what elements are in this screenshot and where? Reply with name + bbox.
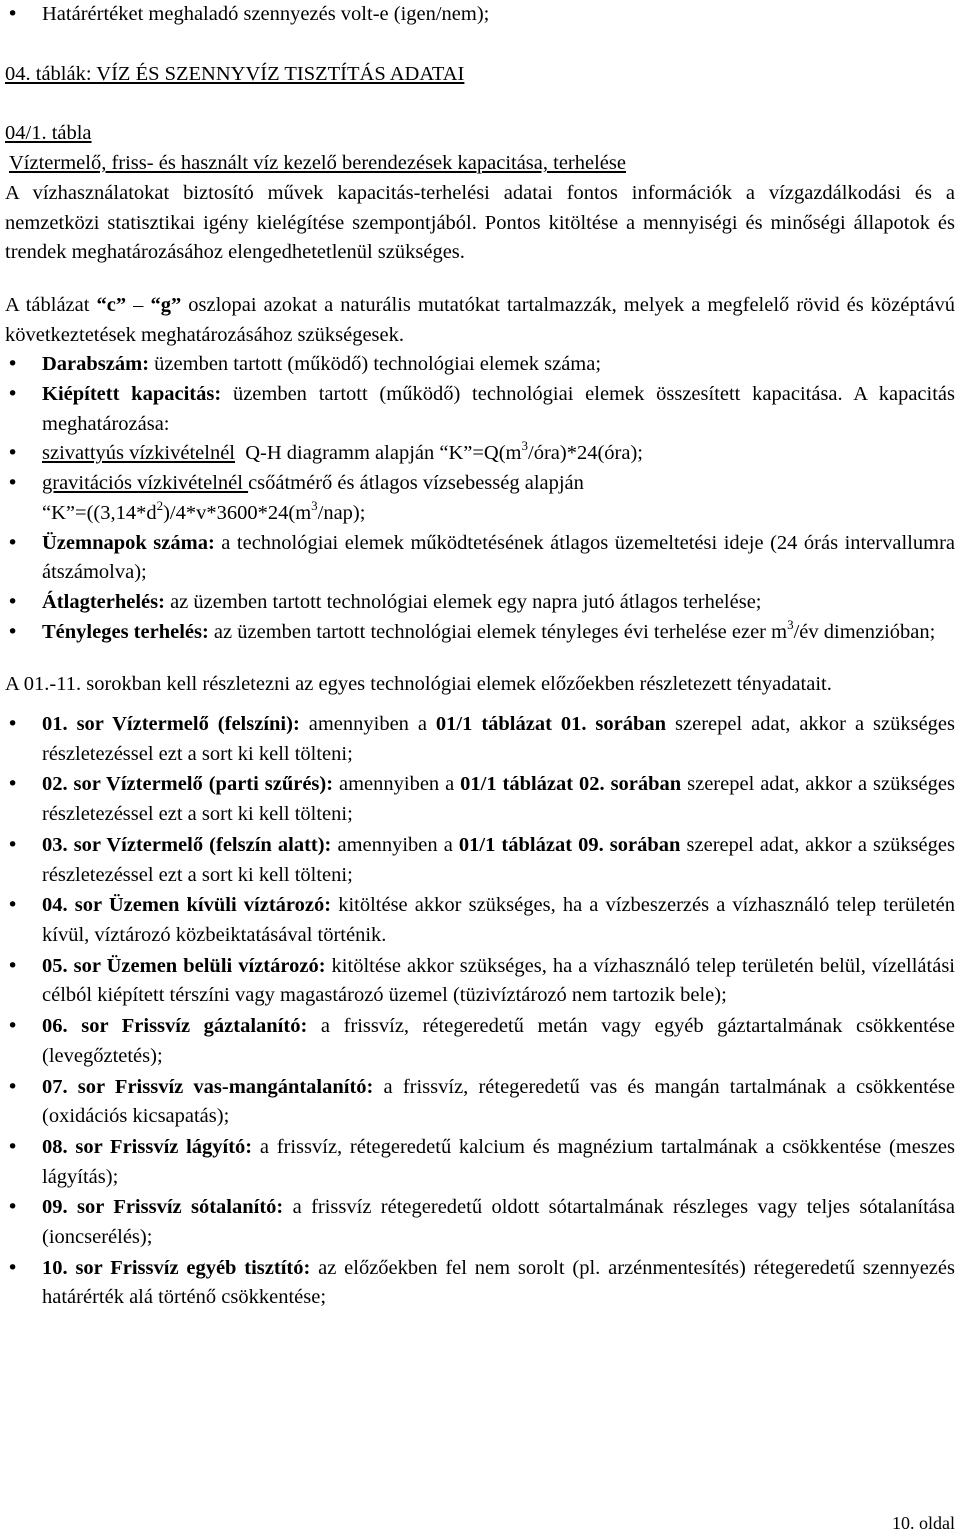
row-item	[5, 831, 955, 890]
formula-text: csőátmérő és átlagos vízsebesség alapján	[248, 472, 584, 495]
row-text: amennyiben a	[333, 773, 461, 796]
page-number: 10. oldal	[892, 1513, 955, 1533]
definition-text: az üzemben tartott technológiai elemek tényleges évi terhelése ezer m	[208, 620, 788, 643]
formula-text: )/4*v*3600*24(m	[163, 501, 312, 524]
definition-item	[5, 380, 955, 439]
formula-superscript: 3	[311, 497, 318, 513]
row-item	[5, 710, 955, 769]
row-title: 10. sor Frissvíz egyéb tisztító:	[42, 1256, 311, 1279]
row-title: 05. sor Üzemen belüli víztározó:	[42, 954, 326, 977]
definition-text: /év dimenzióban;	[793, 620, 936, 643]
definition-item	[5, 588, 955, 618]
definition-term: Tényleges terhelés:	[42, 620, 209, 643]
columns-paragraph	[5, 291, 955, 350]
formula-label: szivattyús vízkivételnél	[42, 442, 235, 465]
row-item	[5, 952, 955, 1011]
dash-text: –	[126, 293, 151, 316]
formula-text: “K”=((3,14*d	[42, 501, 157, 524]
row-text: a frissvíz rétegeredetű oldott sótartalmának részleges vagy teljes sótalanítása (ioncserélés);	[42, 1196, 955, 1249]
list-item	[5, 0, 955, 30]
table-label: 04/1. tábla	[5, 122, 92, 145]
row-text: amennyiben a	[331, 833, 459, 856]
document-page	[5, 0, 955, 1313]
row-item	[5, 770, 955, 829]
row-title: 08. sor Frissvíz lágyító:	[42, 1135, 253, 1158]
formula-item	[5, 439, 955, 469]
definition-term: Üzemnapok száma:	[42, 531, 215, 554]
formula-text: Q-H diagramm alapján “K”=Q(m	[235, 442, 522, 465]
row-item	[5, 1073, 955, 1132]
row-title: 02. sor Víztermelő (parti szűrés):	[42, 773, 334, 796]
row-ref: 01/1 táblázat 02. sorában	[460, 773, 682, 796]
definition-term: Kiépített kapacitás:	[42, 383, 222, 406]
row-title: 09. sor Frissvíz sótalanító:	[42, 1196, 284, 1219]
row-text: szerepel adat, akkor a szükséges részletezéssel ezt a sort ki kell tölteni;	[42, 713, 955, 765]
formula-text: /óra)*24(óra);	[528, 442, 643, 465]
row-text: kitöltése akkor szükséges, ha a vízbeszerzés a vízhasználó telep területén kívül, víztározó közbeiktatásával történik.	[42, 894, 955, 946]
row-text: a frissvíz, rétegeredetű metán vagy egyéb gáztartalmának csökkentése (levegőztetés);	[42, 1015, 955, 1067]
definition-text: az üzemben tartott technológiai elemek egy napra jutó átlagos terhelése;	[164, 590, 762, 613]
formula-text: /nap);	[317, 501, 366, 524]
formula-superscript: 3	[521, 438, 528, 454]
formula-superscript: 2	[156, 497, 164, 513]
intro-paragraph: A vízhasználatokat biztosító művek kapacitás-terhelési adatai fontos információk a vízgazdálkodási és a nemzetközi statisztikai igény kielégítése szempontjából. Pontos kitöltése a mennyiségi és minőségi állapotok és trendek meghatározásához elengedhetetlenül szükséges.	[5, 181, 955, 264]
row-text: amennyiben a	[299, 713, 436, 736]
row-item	[5, 891, 955, 950]
definition-term: Darabszám:	[42, 353, 150, 376]
row-text: a frissvíz, rétegeredetű kalcium és magnézium tartalmának a csökkentése (meszes lágyítás);	[42, 1135, 955, 1188]
row-title: 01. sor Víztermelő (felszíni):	[42, 713, 300, 736]
definition-text: üzemben tartott (működő) technológiai elemek összesített kapacitása. A kapacitás meghatározása:	[42, 383, 955, 435]
definition-superscript: 3	[787, 616, 794, 632]
row-text: a frissvíz, rétegeredetű vas és mangán tartalmának a csökkentése (oxidációs kicsapatás);	[42, 1075, 955, 1128]
row-text: kitöltése akkor szükséges, ha a vízhasználó telep területén belül, vízellátási célból kiépített térszíni vagy magastározó üzemel (tüzivíztározó nem tartozik bele);	[42, 954, 955, 1007]
row-item	[5, 1193, 955, 1252]
paragraph-text: A táblázat	[5, 293, 97, 316]
row-text: az előzőekben fel nem sorolt (pl. arzénmentesítés) rétegeredetű szennyezés határérték alá történő csökkentése;	[42, 1256, 955, 1309]
row-ref: 01/1 táblázat 01. sorában	[435, 713, 667, 736]
row-text: szerepel adat, akkor a szükséges részletezéssel ezt a sort ki kell tölteni;	[42, 833, 955, 886]
intro-bullet-text: Határértéket meghaladó szennyezés volt-e (igen/nem);	[42, 3, 490, 25]
rows-intro-paragraph: A 01.-11. sorokban kell részletezni az egyes technológiai elemek előzőekben részletezett tényadatait.	[5, 673, 832, 696]
paragraph-text: oszlopai azokat a naturális mutatókat tartalmazzák, melyek a megfelelő rövid és középtávú következtetések meghatározásához szükségesek.	[5, 293, 956, 346]
row-title: 04. sor Üzemen kívüli víztározó:	[42, 894, 332, 917]
intro-list	[5, 0, 955, 30]
definition-term: Átlagterhelés:	[42, 590, 165, 613]
row-ref: 01/1 táblázat 09. sorában	[458, 833, 681, 856]
column-g-ref: “g”	[150, 293, 182, 316]
row-title: 03. sor Víztermelő (felszín alatt):	[42, 833, 332, 856]
definition-text: a technológiai elemek működtetésének átlagos üzemeltetési ideje (24 órás intervallumra átszámolva);	[42, 531, 955, 584]
section-heading: 04. táblák: VÍZ ÉS SZENNYVÍZ TISZTÍTÁS ADATAI	[5, 62, 465, 85]
row-title: 06. sor Frissvíz gáztalanító:	[42, 1015, 308, 1038]
rows-list	[5, 710, 955, 1313]
definition-item	[5, 618, 955, 648]
formula-label: gravitációs vízkivételnél	[42, 472, 249, 495]
row-text: szerepel adat, akkor a szükséges részletezéssel ezt a sort ki kell tölteni;	[42, 773, 955, 826]
column-c-ref: “c”	[96, 293, 127, 316]
definition-item	[5, 350, 955, 380]
definitions-list	[5, 350, 955, 647]
row-item	[5, 1012, 955, 1071]
table-title: Víztermelő, friss- és használt víz kezelő berendezések kapacitása, terhelése	[9, 152, 626, 175]
definition-text: üzemben tartott (működő) technológiai elemek száma;	[149, 353, 602, 376]
row-item	[5, 1254, 955, 1313]
definition-item	[5, 529, 955, 588]
formula-item	[5, 469, 955, 528]
row-item	[5, 1133, 955, 1192]
row-title: 07. sor Frissvíz vas-mangántalanító:	[42, 1075, 374, 1098]
